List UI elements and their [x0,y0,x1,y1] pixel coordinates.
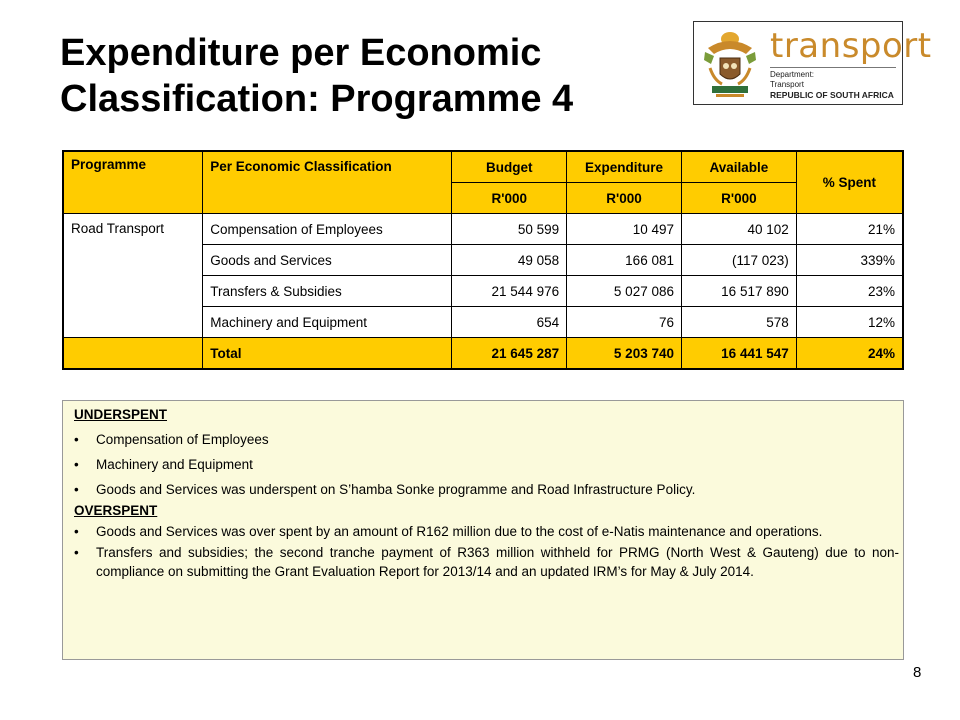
logo-caption-transport: Transport [770,80,804,89]
total-budget: 21 645 287 [452,338,567,370]
row-available: 16 517 890 [681,276,796,307]
programme-cell: Road Transport [63,214,203,338]
row-spent: 12% [796,307,903,338]
header-budget: Budget [452,151,567,183]
total-label: Total [203,338,452,370]
row-budget: 50 599 [452,214,567,245]
row-expenditure: 5 027 086 [567,276,682,307]
total-available: 16 441 547 [681,338,796,370]
page-title-line-1: Expenditure per Economic [60,32,542,74]
unit-expenditure: R'000 [567,183,682,214]
logo-caption-department: Department: [770,70,815,79]
underspent-heading: UNDERSPENT [74,407,168,422]
department-logo [693,21,932,105]
header-available: Available [681,151,796,183]
unit-budget: R'000 [452,183,567,214]
row-spent: 23% [796,276,903,307]
row-spent: 339% [796,245,903,276]
page-number: 8 [913,664,922,681]
header-programme: Programme [63,151,203,214]
row-budget: 21 544 976 [452,276,567,307]
logo-caption [770,70,894,100]
logo-wordmark: transport [770,26,932,66]
page-title-line-2: Classification: Programme 4 [60,78,574,120]
header-expenditure: Expenditure [567,151,682,183]
overspent-list [74,522,899,581]
row-spent: 21% [796,214,903,245]
notes-panel [62,400,904,660]
overspent-heading: OVERSPENT [74,503,158,518]
list-item: • Goods and Services was underspent on S’hamba Sonke programme and Road Infrastructure Policy. [74,480,899,499]
unit-available: R'000 [681,183,796,214]
row-budget: 49 058 [452,245,567,276]
row-available: 578 [681,307,796,338]
logo-caption-country: REPUBLIC OF SOUTH AFRICA [770,90,894,100]
row-expenditure: 10 497 [567,214,682,245]
row-available: (117 023) [681,245,796,276]
coat-of-arms-icon [702,28,758,100]
header-classification: Per Economic Classification [203,151,452,214]
total-programme-cell [63,338,203,370]
row-budget: 654 [452,307,567,338]
row-item: Transfers & Subsidies [203,276,452,307]
list-item: • Machinery and Equipment [74,455,899,474]
total-spent: 24% [796,338,903,370]
row-item: Machinery and Equipment [203,307,452,338]
expenditure-table [62,150,904,370]
list-item: • Transfers and subsidies; the second tranche payment of R363 million withheld for PRMG (North West & Gauteng) due to non-compliance on submitting the Grant Evaluation Report for 2013/14 and an updated IRM’s for May & July 2014. [74,543,899,581]
list-item: • Goods and Services was over spent by an amount of R162 million due to the cost of e-Natis maintenance and operations. [74,522,899,541]
total-expenditure: 5 203 740 [567,338,682,370]
underspent-list [74,430,899,499]
row-expenditure: 166 081 [567,245,682,276]
list-item: • Compensation of Employees [74,430,899,449]
total-row [63,338,903,370]
logo-divider [770,67,896,68]
row-available: 40 102 [681,214,796,245]
page-title [60,30,680,122]
row-item: Compensation of Employees [203,214,452,245]
row-item: Goods and Services [203,245,452,276]
table-header-row [63,151,903,183]
row-expenditure: 76 [567,307,682,338]
table-row [63,214,903,245]
header-percent-spent: % Spent [796,151,903,214]
